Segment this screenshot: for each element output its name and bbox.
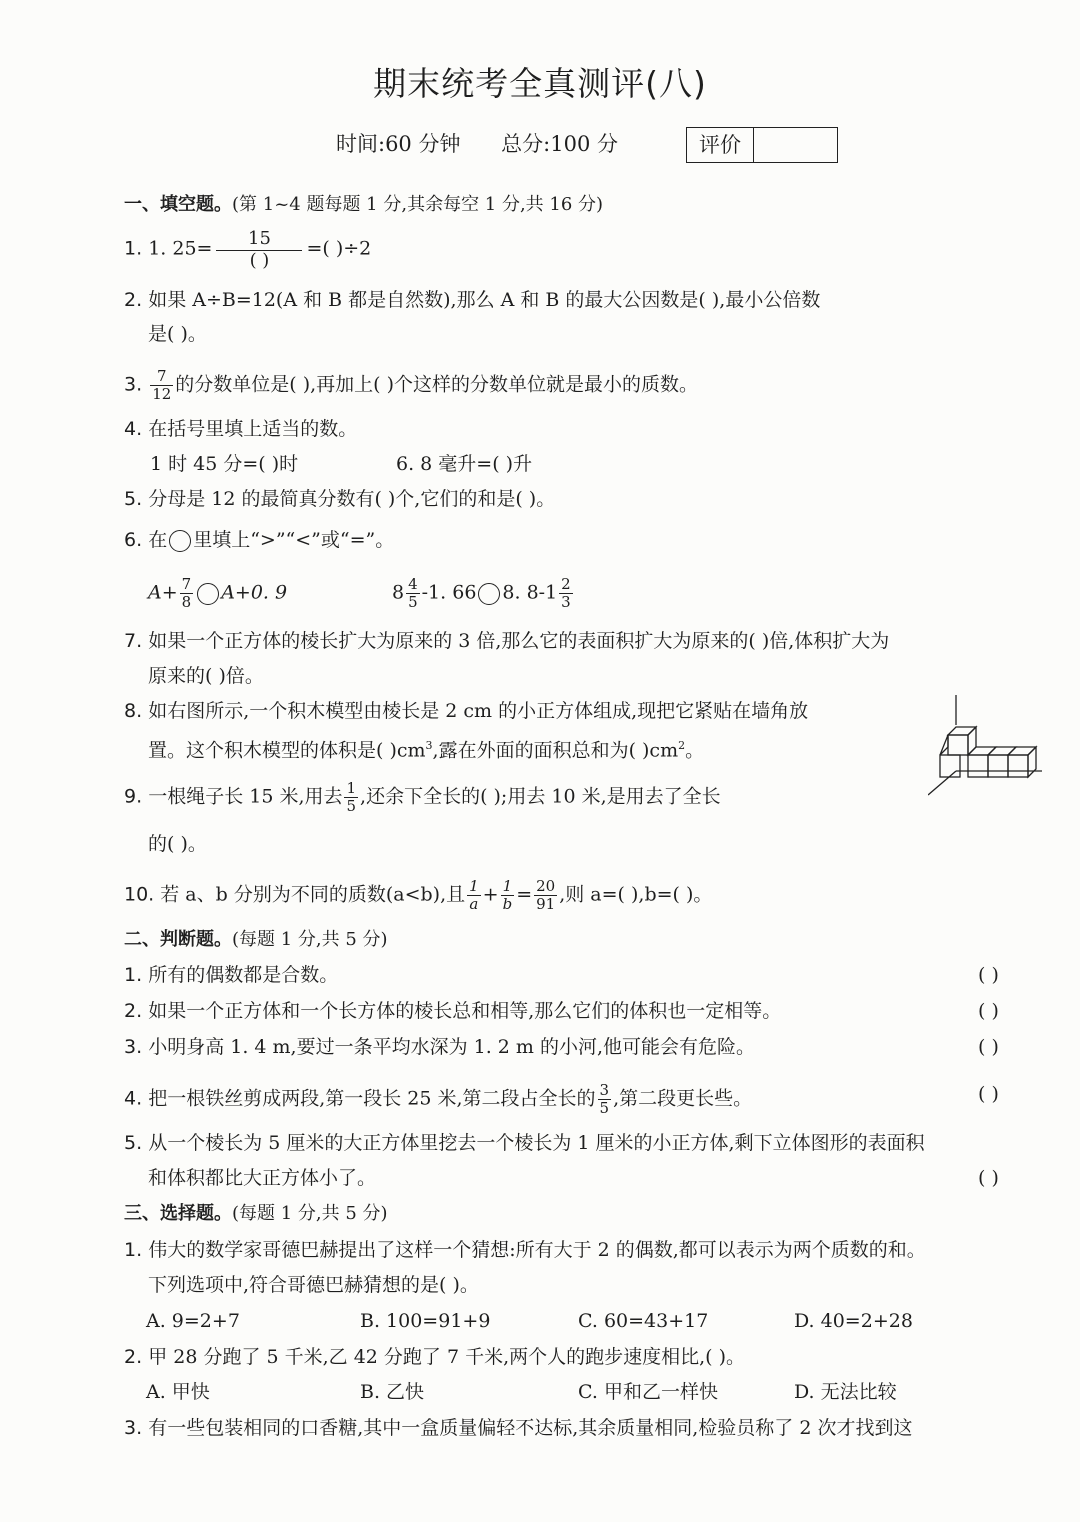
s1-q9-line2: 的( )。 <box>148 833 207 855</box>
s2-q1-text: 所有的偶数都是合数。 <box>148 964 339 986</box>
exam-total: 总分:100 分 <box>501 132 619 156</box>
q-number: 2. <box>124 1000 143 1022</box>
frac-num: 1 <box>469 877 479 895</box>
q-number: 2. <box>124 1346 143 1368</box>
s1-q5 <box>124 487 555 511</box>
frac-num: 4 <box>408 575 418 593</box>
answer-bracket[interactable]: ( ) <box>978 964 999 986</box>
s3-q1-line2: 下列选项中,符合哥德巴赫猜想的是( )。 <box>148 1274 479 1296</box>
compare-circle-icon[interactable] <box>197 583 219 605</box>
q-number: 4. <box>124 1087 143 1110</box>
s1-q2-line2: 是( )。 <box>148 323 207 345</box>
answer-bracket[interactable]: ( ) <box>978 1036 999 1058</box>
section-1-title: 一、填空题。 <box>124 194 232 215</box>
q-number: 7. <box>124 630 143 652</box>
q-number: 1. <box>124 1239 143 1261</box>
frac-den: a <box>469 895 479 913</box>
s3-q1-option-a[interactable]: A. 9=2+7 <box>146 1310 240 1332</box>
section-2-heading <box>124 928 388 952</box>
q9-fraction <box>344 780 358 815</box>
compare-circle-icon[interactable] <box>478 583 500 605</box>
s1-q7 <box>124 629 889 653</box>
section-1-heading <box>124 193 603 217</box>
frac-den: 91 <box>536 895 556 913</box>
expr1-b: A+0. 9 <box>221 581 288 604</box>
q-number: 5. <box>124 488 143 510</box>
section-3-title: 三、选择题。 <box>124 1203 232 1224</box>
q10-fraction3 <box>534 878 557 913</box>
q10-fraction2 <box>501 878 515 913</box>
s1-q4 <box>124 417 357 441</box>
s3-q1-option-d[interactable]: D. 40=2+28 <box>794 1310 913 1332</box>
s1-q1 <box>124 228 371 271</box>
q3-fraction <box>150 368 173 403</box>
s3-q3 <box>124 1416 912 1440</box>
frac-num: 3 <box>599 1081 610 1099</box>
s3-q2-option-a[interactable]: A. 甲快 <box>146 1381 210 1403</box>
s2-q5-line1: 从一个棱长为 5 厘米的大正方体里挖去一个棱长为 1 厘米的小正方体,剩下立体图形的表面积 <box>148 1132 925 1154</box>
frac-num: 15 <box>216 228 302 251</box>
frac-den: 5 <box>408 593 418 611</box>
q8-line2b: ,露在外面的面积总和为( )cm <box>432 739 679 762</box>
q7-line1: 如果一个正方体的棱长扩大为原来的 3 倍,那么它的表面积扩大为原来的( )倍,体积扩大为 <box>148 630 890 652</box>
s3-q1 <box>124 1238 926 1262</box>
expr2-a: 8 <box>392 581 405 604</box>
s1-q7-line2: 原来的( )倍。 <box>148 665 264 687</box>
frac-num: 7 <box>181 575 192 593</box>
section-2-title: 二、判断题。 <box>124 929 232 950</box>
q10-a: 若 a、b 分别为不同的质数(a<b),且 <box>160 883 466 906</box>
expr2-fraction1 <box>406 576 420 611</box>
section-1-note: (第 1~4 题每题 1 分,其余每空 1 分,共 16 分) <box>232 194 604 215</box>
q5-text: 分母是 12 的最简真分数有( )个,它们的和是( )。 <box>148 488 556 510</box>
s1-q10 <box>124 878 712 913</box>
s2-q4-a: 把一根铁丝剪成两段,第一段长 25 米,第二段占全长的 <box>148 1087 596 1110</box>
s2-q3 <box>124 1035 755 1059</box>
q-number: 3. <box>124 1036 143 1058</box>
q10-eq: = <box>516 883 533 906</box>
q8-line1: 如右图所示,一个积木模型由棱长是 2 cm 的小正方体组成,现把它紧贴在墙角放 <box>148 700 809 722</box>
frac-num: 20 <box>536 877 556 895</box>
q1-right: =( )÷2 <box>306 237 372 260</box>
s1-q2 <box>124 288 820 312</box>
frac-den: 12 <box>152 385 172 403</box>
s3-q2-option-d[interactable]: D. 无法比较 <box>794 1381 897 1403</box>
frac-den: 5 <box>599 1099 610 1117</box>
q-number: 8. <box>124 700 143 722</box>
q2-line1: 如果 A÷B=12(A 和 B 都是自然数),那么 A 和 B 的最大公因数是( ),最小公倍数 <box>148 289 821 311</box>
sup-2: 2 <box>678 739 686 752</box>
q1-left: 1. 25= <box>148 237 213 260</box>
section-3-note: (每题 1 分,共 5 分) <box>232 1203 388 1224</box>
section-3-heading <box>124 1202 388 1226</box>
s2-q3-text: 小明身高 1. 4 m,要过一条平均水深为 1. 2 m 的小河,他可能会有危险。 <box>148 1036 756 1058</box>
s2-q4 <box>124 1082 752 1117</box>
q-number: 6. <box>124 529 143 551</box>
frac-num: 1 <box>501 878 515 896</box>
s2-q5 <box>124 1131 925 1155</box>
q3-text: 的分数单位是( ),再加上( )个这样的分数单位就是最小的质数。 <box>175 373 699 396</box>
frac-den: b <box>502 895 513 913</box>
s3-q1-option-c[interactable]: C. 60=43+17 <box>578 1310 709 1332</box>
s3-q2-option-c[interactable]: C. 甲和乙一样快 <box>578 1381 718 1403</box>
s1-q4-sub2: 6. 8 毫升=( )升 <box>396 453 533 475</box>
q9-a: 一根绳子长 15 米,用去 <box>148 785 343 808</box>
expr2-fraction2 <box>559 576 573 611</box>
s3-q1-option-b[interactable]: B. 100=91+9 <box>360 1310 491 1332</box>
q10-b: ,则 a=( ),b=( )。 <box>559 883 713 906</box>
s3-q2-option-b[interactable]: B. 乙快 <box>360 1381 425 1403</box>
exam-info <box>336 128 652 158</box>
s3-q2 <box>124 1345 745 1369</box>
cube-model-figure <box>928 695 1048 800</box>
s1-q8-line2 <box>148 734 704 762</box>
frac-den: 3 <box>561 593 571 611</box>
frac-den: ( ) <box>249 250 270 271</box>
s1-q4-sub1: 1 时 45 分=( )时 <box>150 453 299 475</box>
answer-bracket[interactable]: ( ) <box>978 1167 999 1189</box>
frac-den: 5 <box>346 797 357 815</box>
circle-icon <box>169 530 191 552</box>
exam-time: 时间:60 分钟 <box>336 132 461 156</box>
q-number: 4. <box>124 418 143 440</box>
s1-q6-expr1 <box>148 576 287 611</box>
s2-q4-b: ,第二段更长些。 <box>613 1087 753 1110</box>
s1-q6 <box>124 528 394 552</box>
s2-q2-text: 如果一个正方体和一个长方体的棱长总和相等,那么它们的体积也一定相等。 <box>148 1000 782 1022</box>
s3-q3-text: 有一些包装相同的口香糖,其中一盒质量偏轻不达标,其余质量相同,检验员称了 2 次才找到这 <box>148 1417 913 1439</box>
q10-fraction1 <box>467 878 481 913</box>
sup-3: 3 <box>425 739 433 752</box>
q-number: 10. <box>124 883 155 906</box>
s1-q6-expr2 <box>392 576 575 611</box>
evaluation-box <box>686 127 838 163</box>
q9-b: ,还余下全长的( );用去 10 米,是用去了全长 <box>360 785 721 808</box>
frac-den: 8 <box>181 593 192 611</box>
s3-q1-line1: 伟大的数学家哥德巴赫提出了这样一个猜想:所有大于 2 的偶数,都可以表示为两个质数的和。 <box>148 1239 926 1261</box>
s3-q2-text: 甲 28 分跑了 5 千米,乙 42 分跑了 7 千米,两个人的跑步速度相比,( )。 <box>148 1346 746 1368</box>
q4-text: 在括号里填上适当的数。 <box>148 418 358 440</box>
q6-text-b: 里填上“>”“<”或“=”。 <box>193 529 395 551</box>
frac-num: 7 <box>150 368 173 386</box>
q1-fraction <box>216 228 302 271</box>
q10-plus: + <box>482 883 499 906</box>
page-title: 期末统考全真测评(八) <box>373 64 707 103</box>
s2-q5-line2: 和体积都比大正方体小了。 <box>148 1167 377 1189</box>
answer-bracket[interactable]: ( ) <box>978 1083 999 1105</box>
q-number: 1. <box>124 964 143 986</box>
s1-q3 <box>124 368 698 403</box>
s1-q8 <box>124 699 808 723</box>
q-number: 9. <box>124 785 143 808</box>
expr1-fraction <box>180 576 194 611</box>
q6-text-a: 在 <box>148 529 168 551</box>
s2-q4-fraction <box>598 1082 612 1117</box>
q8-line2a: 置。这个积木模型的体积是( )cm <box>148 739 426 762</box>
answer-bracket[interactable]: ( ) <box>978 1000 999 1022</box>
s1-q9 <box>124 780 721 815</box>
q-number: 1. <box>124 237 143 260</box>
q8-line2c: 。 <box>685 739 705 762</box>
expr1-a: A+ <box>148 581 178 604</box>
q-number: 2. <box>124 289 143 311</box>
section-2-note: (每题 1 分,共 5 分) <box>232 929 388 950</box>
evaluation-label: 评价 <box>687 128 754 162</box>
frac-num: 1 <box>346 779 357 797</box>
q-number: 3. <box>124 373 143 396</box>
frac-num: 2 <box>561 575 571 593</box>
s2-q2 <box>124 999 781 1023</box>
expr2-b: -1. 66 <box>421 581 477 604</box>
q-number: 3. <box>124 1417 143 1439</box>
expr2-c: 8. 8-1 <box>502 581 558 604</box>
s2-q1 <box>124 963 338 987</box>
q-number: 5. <box>124 1132 143 1154</box>
